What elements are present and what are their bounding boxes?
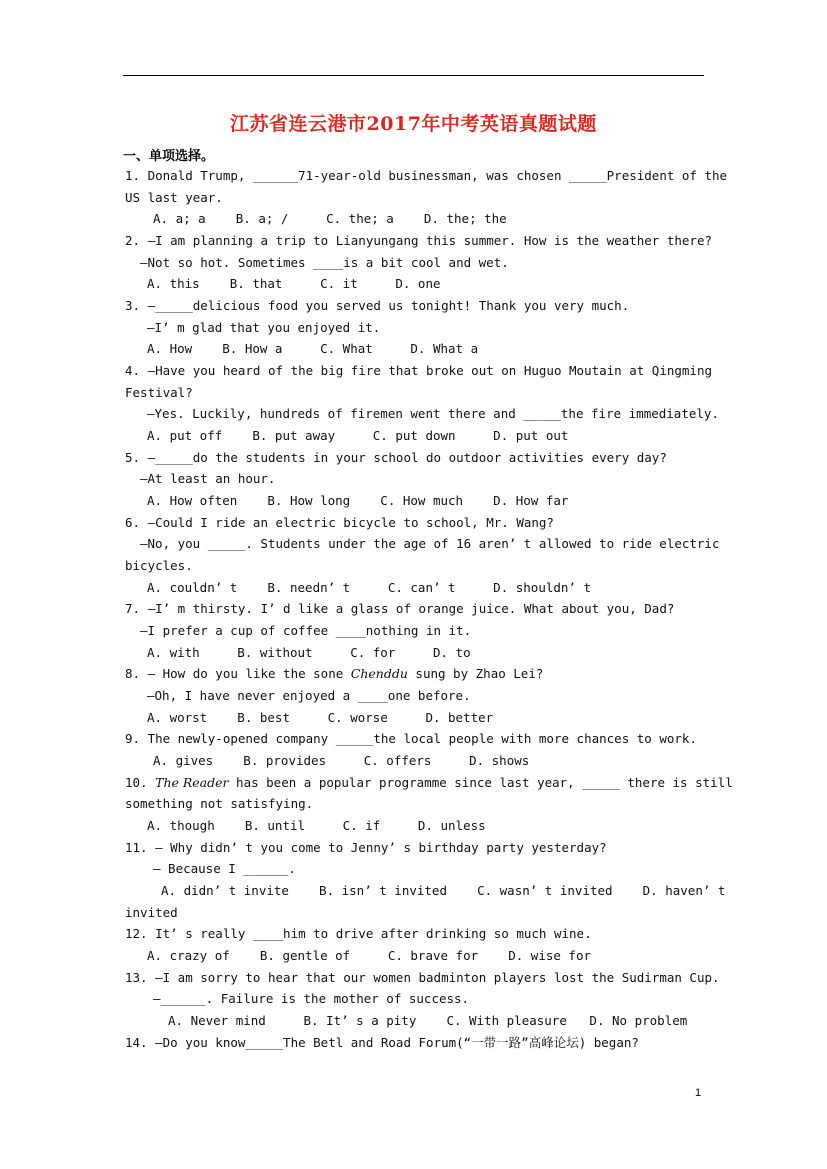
text-line-main: 8. — How do you like the sone xyxy=(125,666,351,681)
text-line-main: 10. xyxy=(125,775,156,790)
text-line-main: bicycles. xyxy=(125,558,193,573)
text-line-main: —At least an hour. xyxy=(140,471,276,486)
text-line xyxy=(125,796,313,812)
text-line-main: Festival? xyxy=(125,385,193,400)
text-line xyxy=(125,363,712,379)
text-line-main: invited xyxy=(125,905,178,920)
text-line-main: 14. —Do you know_____The Betl and Road Forum(“一带一路”高峰论坛) began? xyxy=(125,1035,639,1050)
text-line-main: —I’ m glad that you enjoyed it. xyxy=(147,320,381,335)
text-line-main: 5. —_____do the students in your school do outdoor activities every day? xyxy=(125,450,667,465)
text-line xyxy=(125,731,697,747)
text-line-main: A. worst B. best C. worse D. better xyxy=(147,710,494,725)
text-line xyxy=(153,211,507,227)
text-line xyxy=(147,428,568,444)
text-line xyxy=(125,1035,639,1051)
text-line xyxy=(125,926,592,942)
text-line xyxy=(125,190,223,206)
text-line xyxy=(125,840,607,856)
text-line-main: 6. —Could I ride an electric bicycle to school, Mr. Wang? xyxy=(125,515,554,530)
page-title: 江苏省连云港市2017年中考英语真题试题 xyxy=(230,113,597,135)
text-line xyxy=(168,1013,687,1029)
text-line-main: 9. The newly-opened company _____the local people with more chances to work. xyxy=(125,731,697,746)
text-line xyxy=(125,970,720,986)
text-line xyxy=(125,450,667,466)
text-line xyxy=(125,385,193,401)
text-line-main: A. this B. that C. it D. one xyxy=(147,276,441,291)
italic-title: The Reader xyxy=(155,775,229,790)
text-line-main: 7. —I’ m thirsty. I’ d like a glass of orange juice. What about you, Dad? xyxy=(125,601,675,616)
text-line xyxy=(153,861,296,877)
text-line xyxy=(147,493,568,509)
text-line xyxy=(147,688,471,704)
text-line xyxy=(147,710,493,726)
text-line xyxy=(140,471,275,487)
text-line xyxy=(125,298,629,314)
text-line xyxy=(147,406,719,422)
text-line xyxy=(125,666,543,682)
section-heading: 一、单项选择。 xyxy=(123,149,215,164)
text-line-main: US last year. xyxy=(125,190,223,205)
text-line xyxy=(147,276,441,292)
text-line-main: A. didn’ t invite B. isn’ t invited C. wasn’ t invited D. haven’ t xyxy=(161,883,726,898)
text-line-main: A. crazy of B. gentle of C. brave for D. wise for xyxy=(147,948,592,963)
text-line-main: A. put off B. put away C. put down D. put out xyxy=(147,428,569,443)
text-line xyxy=(153,753,529,769)
text-line xyxy=(125,168,727,184)
page-number: 1 xyxy=(695,1087,702,1099)
text-line xyxy=(125,233,712,249)
text-line-main: —______. Failure is the mother of success. xyxy=(153,991,470,1006)
text-line xyxy=(147,320,380,336)
text-line-main: A. a; a B. a; / C. the; a D. the; the xyxy=(153,211,507,226)
text-line-rest: has been a popular programme since last year, _____ there is still xyxy=(228,775,733,790)
text-line-rest: sung by Zhao Lei? xyxy=(407,666,544,681)
text-line-main: A. couldn’ t B. needn’ t C. can’ t D. shouldn’ t xyxy=(147,580,592,595)
text-line-main: 12. It’ s really ____him to drive after drinking so much wine. xyxy=(125,926,592,941)
text-line xyxy=(147,580,591,596)
italic-title: Chenddu xyxy=(350,666,408,681)
text-line-main: A. though B. until C. if D. unless xyxy=(147,818,486,833)
header-rule xyxy=(123,75,704,76)
text-line xyxy=(125,515,554,531)
text-line-main: 3. —_____delicious food you served us tonight! Thank you very much. xyxy=(125,298,630,313)
text-line-main: 13. —I am sorry to hear that our women badminton players lost the Sudirman Cup. xyxy=(125,970,720,985)
text-line xyxy=(147,818,486,834)
text-line-main: 4. —Have you heard of the big fire that broke out on Huguo Moutain at Qingming xyxy=(125,363,712,378)
text-line xyxy=(140,536,719,552)
text-line xyxy=(125,558,193,574)
text-line-main: —Oh, I have never enjoyed a ____one before. xyxy=(147,688,471,703)
text-line-main: 1. Donald Trump, ______71-year-old businessman, was chosen _____President of the xyxy=(125,168,728,183)
text-line-main: A. Never mind B. It’ s a pity C. With pleasure D. No problem xyxy=(168,1013,688,1028)
text-line-main: —No, you _____. Students under the age of 16 aren’ t allowed to ride electric xyxy=(140,536,720,551)
text-line-main: —I prefer a cup of coffee ____nothing in it. xyxy=(140,623,472,638)
text-line-main: A. How often B. How long C. How much D. How far xyxy=(147,493,569,508)
text-line-main: something not satisfying. xyxy=(125,796,314,811)
text-line xyxy=(153,991,469,1007)
text-line xyxy=(125,601,674,617)
text-line-main: A. gives B. provides C. offers D. shows xyxy=(153,753,530,768)
text-line xyxy=(161,883,725,899)
text-line xyxy=(140,623,471,639)
text-line xyxy=(140,255,509,271)
text-line xyxy=(147,341,478,357)
text-line-main: — Because I ______. xyxy=(153,861,296,876)
text-line-main: 11. — Why didn’ t you come to Jenny’ s birthday party yesterday? xyxy=(125,840,607,855)
text-line-main: 2. —I am planning a trip to Lianyungang this summer. How is the weather there? xyxy=(125,233,712,248)
text-line-main: A. How B. How a C. What D. What a xyxy=(147,341,479,356)
text-line xyxy=(147,645,471,661)
text-line-main: —Not so hot. Sometimes ____is a bit cool and wet. xyxy=(140,255,509,270)
text-line-main: A. with B. without C. for D. to xyxy=(147,645,471,660)
text-line xyxy=(147,948,591,964)
text-line xyxy=(125,905,178,921)
text-line-main: —Yes. Luckily, hundreds of firemen went there and _____the fire immediately. xyxy=(147,406,719,421)
text-line xyxy=(125,775,733,791)
